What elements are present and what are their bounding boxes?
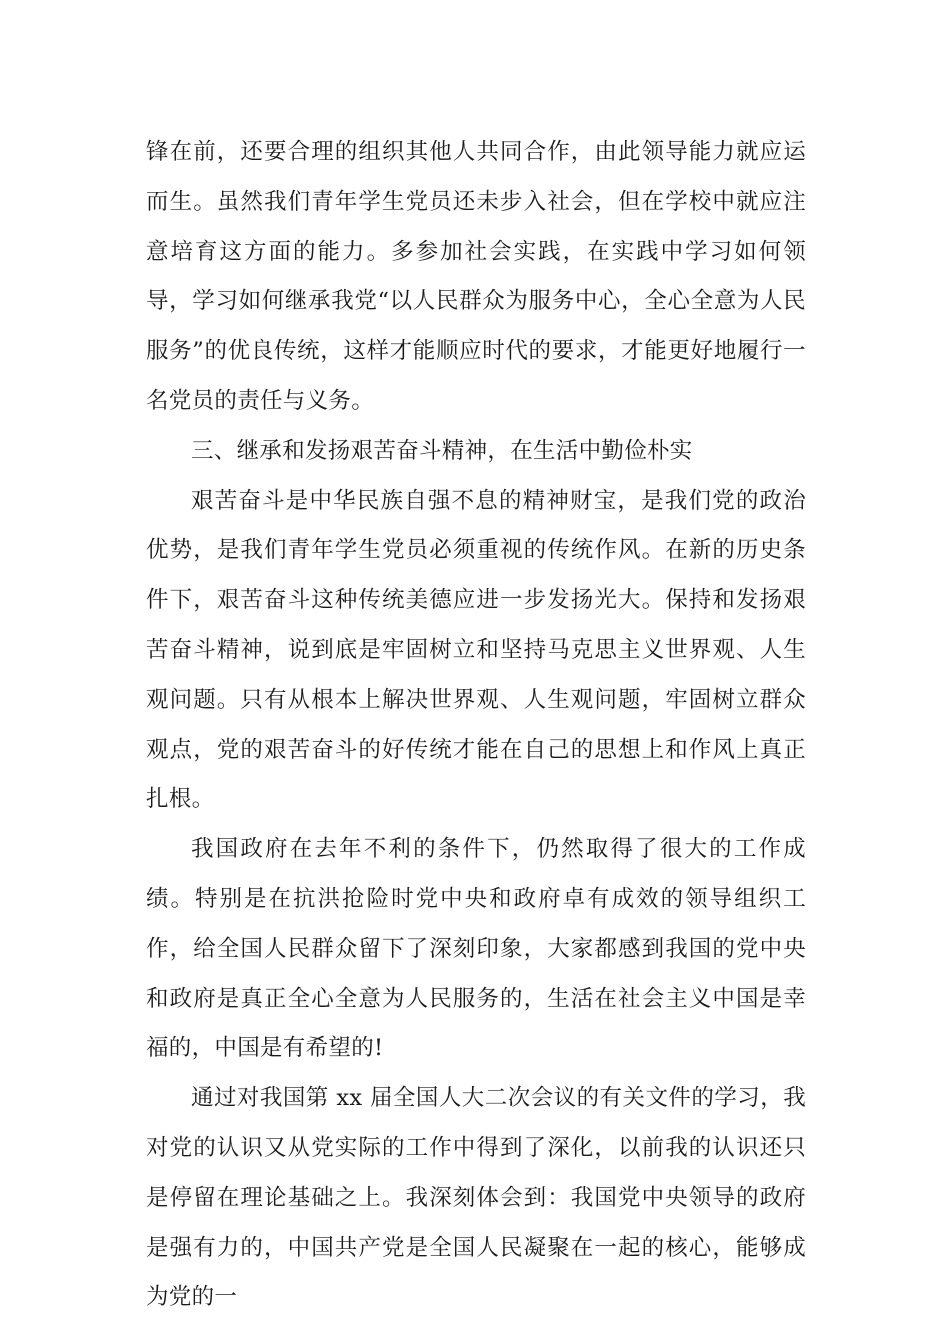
paragraph-leadership-continued: 锋在前，还要合理的组织其他人共同合作，由此领导能力就应运而生。虽然我们青年学生党员还未步入社会，但在学校中就应注意培育这方面的能力。多参加社会实践，在实践中学习如何领导，学习如何继承我党“以人民群众为服务中心，全心全意为人民服务”的优良传统，这样才能顺应时代的要求，才能更好地履行一名党员的责任与义务。 — [146, 139, 806, 414]
paragraph-hard-work: 艰苦奋斗是中华民族自强不息的精神财宝，是我们党的政治优势，是我们青年学生党员必须重视的传统作风。在新的历史条件下，艰苦奋斗这种传统美德应进一步发扬光大。保持和发扬艰苦奋斗精神，说到底是牢固树立和坚持马克思主义世界观、人生观问题。只有从根本上解决世界观、人生观问题，牢固树立群众观点，党的艰苦奋斗的好传统才能在自己的思想上和作风上真正扎根。 — [146, 487, 806, 813]
document-body — [146, 128, 806, 1323]
paragraph-government-achievements: 我国政府在去年不利的条件下，仍然取得了很大的工作成绩。特别是在抗洪抢险时党中央和政府卓有成效的领导组织工作，给全国人民群众留下了深刻印象，大家都感到我国的党中央和政府是真正全心全意为人民服务的，生活在社会主义中国是幸福的，中国是有希望的! — [146, 836, 806, 1062]
paragraph-npc-study: 通过对我国第 xx 届全国人大二次会议的有关文件的学习，我对党的认识又从党实际的工作中得到了深化，以前我的认识还只是停留在理论基础之上。我深刻体会到：我国党中央领导的政府是强有力的，中国共产党是全国人民凝聚在一起的核心，能够成为党的一 — [146, 1085, 806, 1311]
section-heading-hard-work: 三、继承和发扬艰苦奋斗精神，在生活中勤俭朴实 — [191, 437, 693, 464]
